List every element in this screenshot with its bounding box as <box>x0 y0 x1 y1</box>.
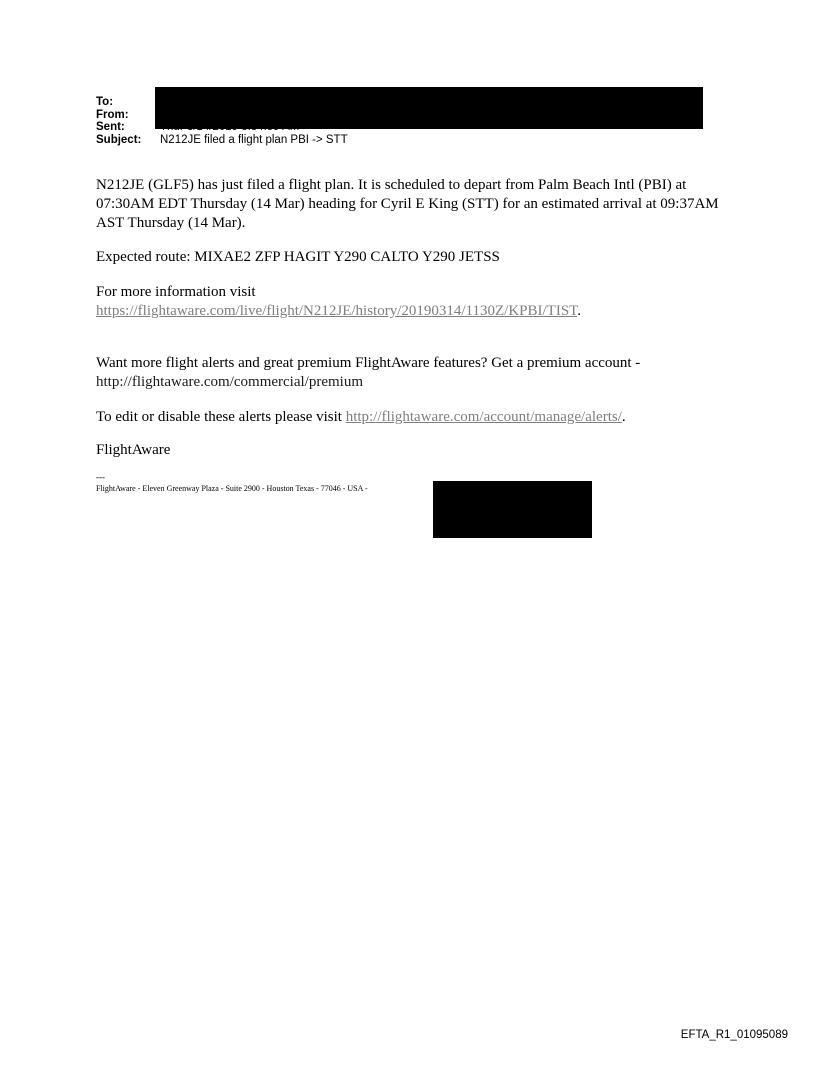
to-label: To: <box>96 96 114 108</box>
footer-redaction <box>433 481 592 538</box>
signature: FlightAware <box>96 442 171 458</box>
more-info-label: For more information visit <box>96 284 256 300</box>
more-info-suffix: . <box>577 303 581 319</box>
subject-row <box>96 134 348 147</box>
more-info-line <box>96 302 721 321</box>
flight-plan-intro: N212JE (GLF5) has just filed a flight plan. It is scheduled to depart from Palm Beach Intl (PBI) at 07:30AM EDT Thursday (14 Mar) heading for Cyril E King (STT) for an estimated arrival at 09:37AM AST Thursday (14 Mar). <box>96 177 719 231</box>
premium-text: Want more flight alerts and great premium FlightAware features? Get a premium account - <box>96 355 641 371</box>
footer-address: FlightAware - Eleven Greenway Plaza - Suite 2900 - Houston Texas - 77046 - USA - <box>96 484 368 493</box>
alerts-line <box>96 408 721 427</box>
header-redaction <box>155 87 703 129</box>
sent-label: Sent: <box>96 121 125 133</box>
subject-label: Subject: <box>96 133 142 146</box>
expected-route: Expected route: MIXAE2 ZFP HAGIT Y290 CALTO Y290 JETSS <box>96 249 500 265</box>
from-label: From: <box>96 108 129 121</box>
alerts-suffix: . <box>621 409 626 425</box>
footer-rule: --- <box>96 472 105 482</box>
subject-value: N212JE filed a flight plan PBI -> STT <box>160 133 348 146</box>
flight-history-link[interactable]: https://flightaware.com/live/flight/N212JE/history/20190314/1130Z/KPBI/TIST <box>96 303 578 319</box>
manage-alerts-link[interactable]: http://flightaware.com/account/manage/alerts/ <box>345 409 622 425</box>
premium-block <box>96 354 721 392</box>
more-info-block <box>96 283 721 321</box>
premium-url: http://flightaware.com/commercial/premium <box>96 374 363 390</box>
alerts-text: To edit or disable these alerts please visit <box>96 409 346 425</box>
document-id: EFTA_R1_01095089 <box>680 1029 788 1041</box>
